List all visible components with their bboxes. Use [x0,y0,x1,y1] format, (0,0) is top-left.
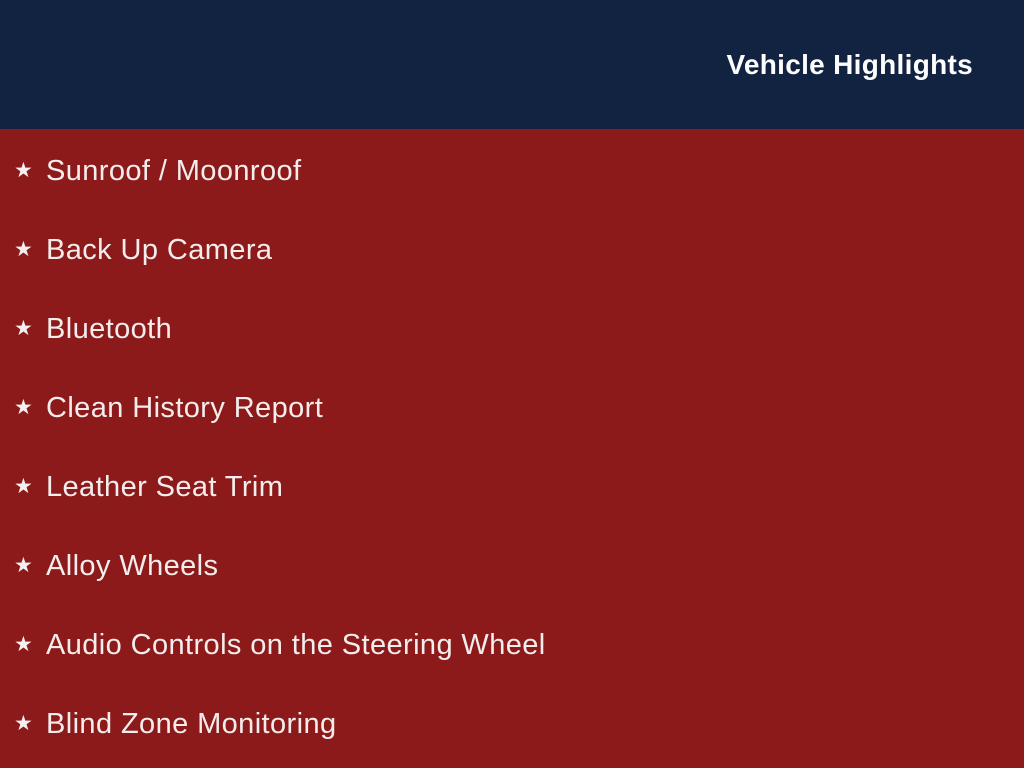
list-item [0,606,1024,685]
list-item [0,448,1024,527]
feature-label: Leather Seat Trim [46,471,284,503]
slide-header [0,0,1024,129]
list-item [0,290,1024,369]
star-icon: ★ [14,238,33,261]
star-icon: ★ [14,317,33,340]
star-icon: ★ [14,475,33,498]
list-item [0,527,1024,606]
star-icon: ★ [14,159,33,182]
list-item [0,685,1024,764]
star-icon: ★ [14,712,33,735]
list-item [0,211,1024,290]
feature-label: Blind Zone Monitoring [46,708,337,740]
highlight-list [0,129,1024,768]
page-title: Vehicle Highlights [726,48,973,80]
feature-label: Bluetooth [46,313,173,345]
star-icon: ★ [14,554,33,577]
feature-label: Alloy Wheels [46,550,219,582]
star-icon: ★ [14,396,33,419]
star-icon: ★ [14,633,33,656]
list-item [0,132,1024,211]
feature-label: Sunroof / Moonroof [46,155,302,187]
feature-label: Audio Controls on the Steering Wheel [46,629,546,661]
feature-label: Clean History Report [46,392,324,424]
list-item [0,369,1024,448]
feature-label: Back Up Camera [46,234,273,266]
